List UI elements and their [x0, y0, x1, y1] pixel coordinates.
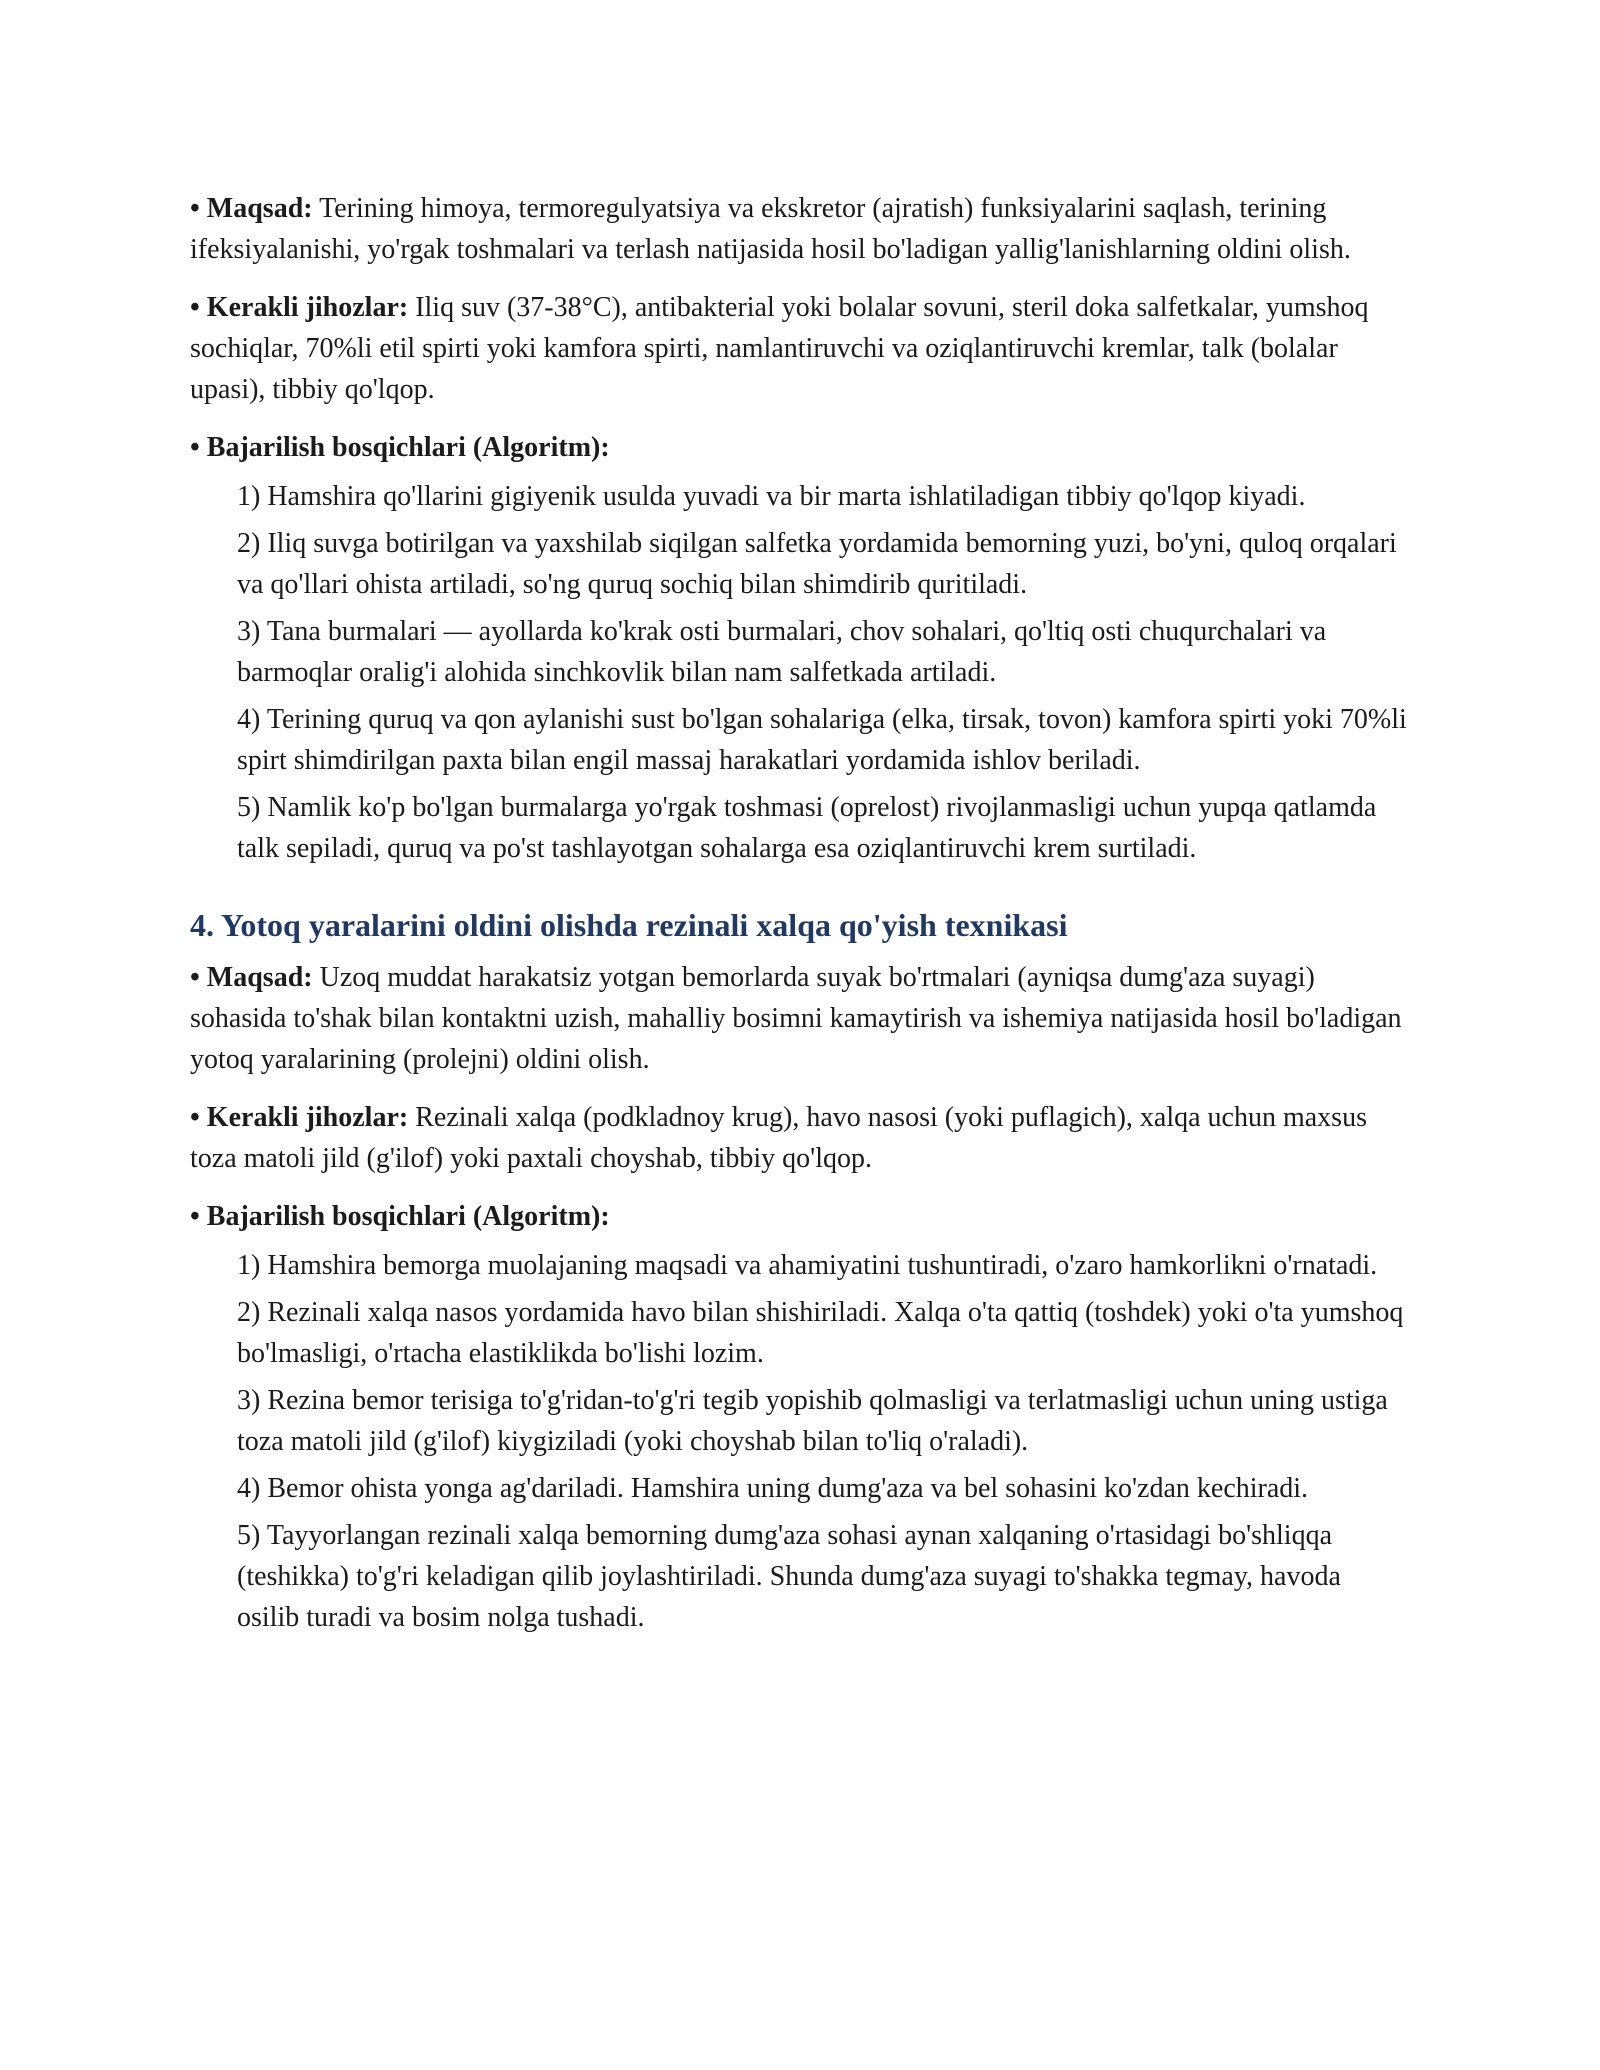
algorithm-steps [237, 476, 1410, 869]
equipment-label: • Kerakli jihozlar: [190, 1102, 409, 1133]
step-item: 5) Tayyorlangan rezinali xalqa bemorning dumg'aza sohasi aynan xalqaning o'rtasidagi bo'shliqqa (teshikka) to'g'ri keladigan qilib joylashtiriladi. Shunda dumg'aza suyagi to'shakka tegmay, havoda osilib turadi va bosim nolga tushadi. [237, 1520, 1341, 1633]
step-item: 5) Namlik ko'p bo'lgan burmalarga yo'rgak toshmasi (oprelost) rivojlanmasligi uchun yupqa qatlamda talk sepiladi, quruq va po'st tashlayotgan sohalarga esa oziqlantiruvchi krem surtiladi. [237, 792, 1377, 864]
equipment-paragraph [190, 287, 1410, 410]
purpose-label: • Maqsad: [190, 193, 313, 224]
step-item: 1) Hamshira bemorga muolajaning maqsadi va ahamiyatini tushuntiradi, o'zaro hamkorlikni o'rnatadi. [237, 1250, 1378, 1281]
purpose-label: • Maqsad: [190, 962, 313, 993]
step-item: 4) Bemor ohista yonga ag'dariladi. Hamshira uning dumg'aza va bel sohasini ko'zdan kechiradi. [237, 1473, 1309, 1504]
purpose-text: Terining himoya, termoregulyatsiya va ekskretor (ajratish) funksiyalarini saqlash, terining ifeksiyalanishi, yo'rgak toshmalari va terlash natijasida hosil bo'ladigan yallig'lanishlarning oldini olish. [190, 193, 1351, 265]
purpose-paragraph [190, 188, 1410, 270]
step-item: 1) Hamshira qo'llarini gigiyenik usulda yuvadi va bir marta ishlatiladigan tibbiy qo'lqop kiyadi. [237, 481, 1306, 512]
equipment-text: Iliq suv (37-38°C), antibakterial yoki bolalar sovuni, steril doka salfetkalar, yumshoq sochiqlar, 70%li etil spirti yoki kamfora spirti, namlantiruvchi va oziqlantiruvchi kremlar, talk (bolalar upasi), tibbiy qo'lqop. [190, 292, 1369, 405]
step-item: 4) Terining quruq va qon aylanishi sust bo'lgan sohalariga (elka, tirsak, tovon) kamfora spirti yoki 70%li spirt shimdirilgan paxta bilan engil massaj harakatlari yordamida ishlov beriladi. [237, 704, 1407, 776]
equipment-label: • Kerakli jihozlar: [190, 292, 409, 323]
algorithm-label: • Bajarilish bosqichlari (Algoritm): [190, 1201, 610, 1232]
algorithm-label: • Bajarilish bosqichlari (Algoritm): [190, 432, 610, 463]
step-item: 3) Tana burmalari — ayollarda ko'krak osti burmalari, chov sohalari, qo'ltiq osti chuqurchalari va barmoqlar oralig'i alohida sinchkovlik bilan nam salfetkada artiladi. [237, 616, 1327, 688]
algorithm-steps [237, 1245, 1410, 1638]
purpose-paragraph [190, 957, 1410, 1080]
equipment-paragraph [190, 1097, 1410, 1179]
step-item: 2) Iliq suvga botirilgan va yaxshilab siqilgan salfetka yordamida bemorning yuzi, bo'yni, quloq orqalari va qo'llari ohista artiladi, so'ng quruq sochiq bilan shimdirib quritiladi. [237, 528, 1397, 600]
section-heading: 4. Yotoq yaralarini oldini olishda rezinali xalqa qo'yish texnikasi [190, 907, 1068, 943]
purpose-text: Uzoq muddat harakatsiz yotgan bemorlarda suyak bo'rtmalari (ayniqsa dumg'aza suyagi) sohasida to'shak bilan kontaktni uzish, mahalliy bosimni kamaytirish va ishemiya natijasida hosil bo'ladigan yotoq yaralarining (prolejni) oldini olish. [190, 962, 1402, 1075]
step-item: 3) Rezina bemor terisiga to'g'ridan-to'g'ri tegib yopishib qolmasligi va terlatmasligi uchun uning ustiga toza matoli jild (g'ilof) kiygiziladi (yoki choyshab bilan to'liq o'raladi). [237, 1385, 1388, 1457]
step-item: 2) Rezinali xalqa nasos yordamida havo bilan shishiriladi. Xalqa o'ta qattiq (toshdek) yoki o'ta yumshoq bo'lmasligi, o'rtacha elastiklikda bo'lishi lozim. [237, 1297, 1404, 1369]
equipment-text: Rezinali xalqa (podkladnoy krug), havo nasosi (yoki puflagich), xalqa uchun maxsus toza matoli jild (g'ilof) yoki paxtali choyshab, tibbiy qo'lqop. [190, 1102, 1367, 1174]
